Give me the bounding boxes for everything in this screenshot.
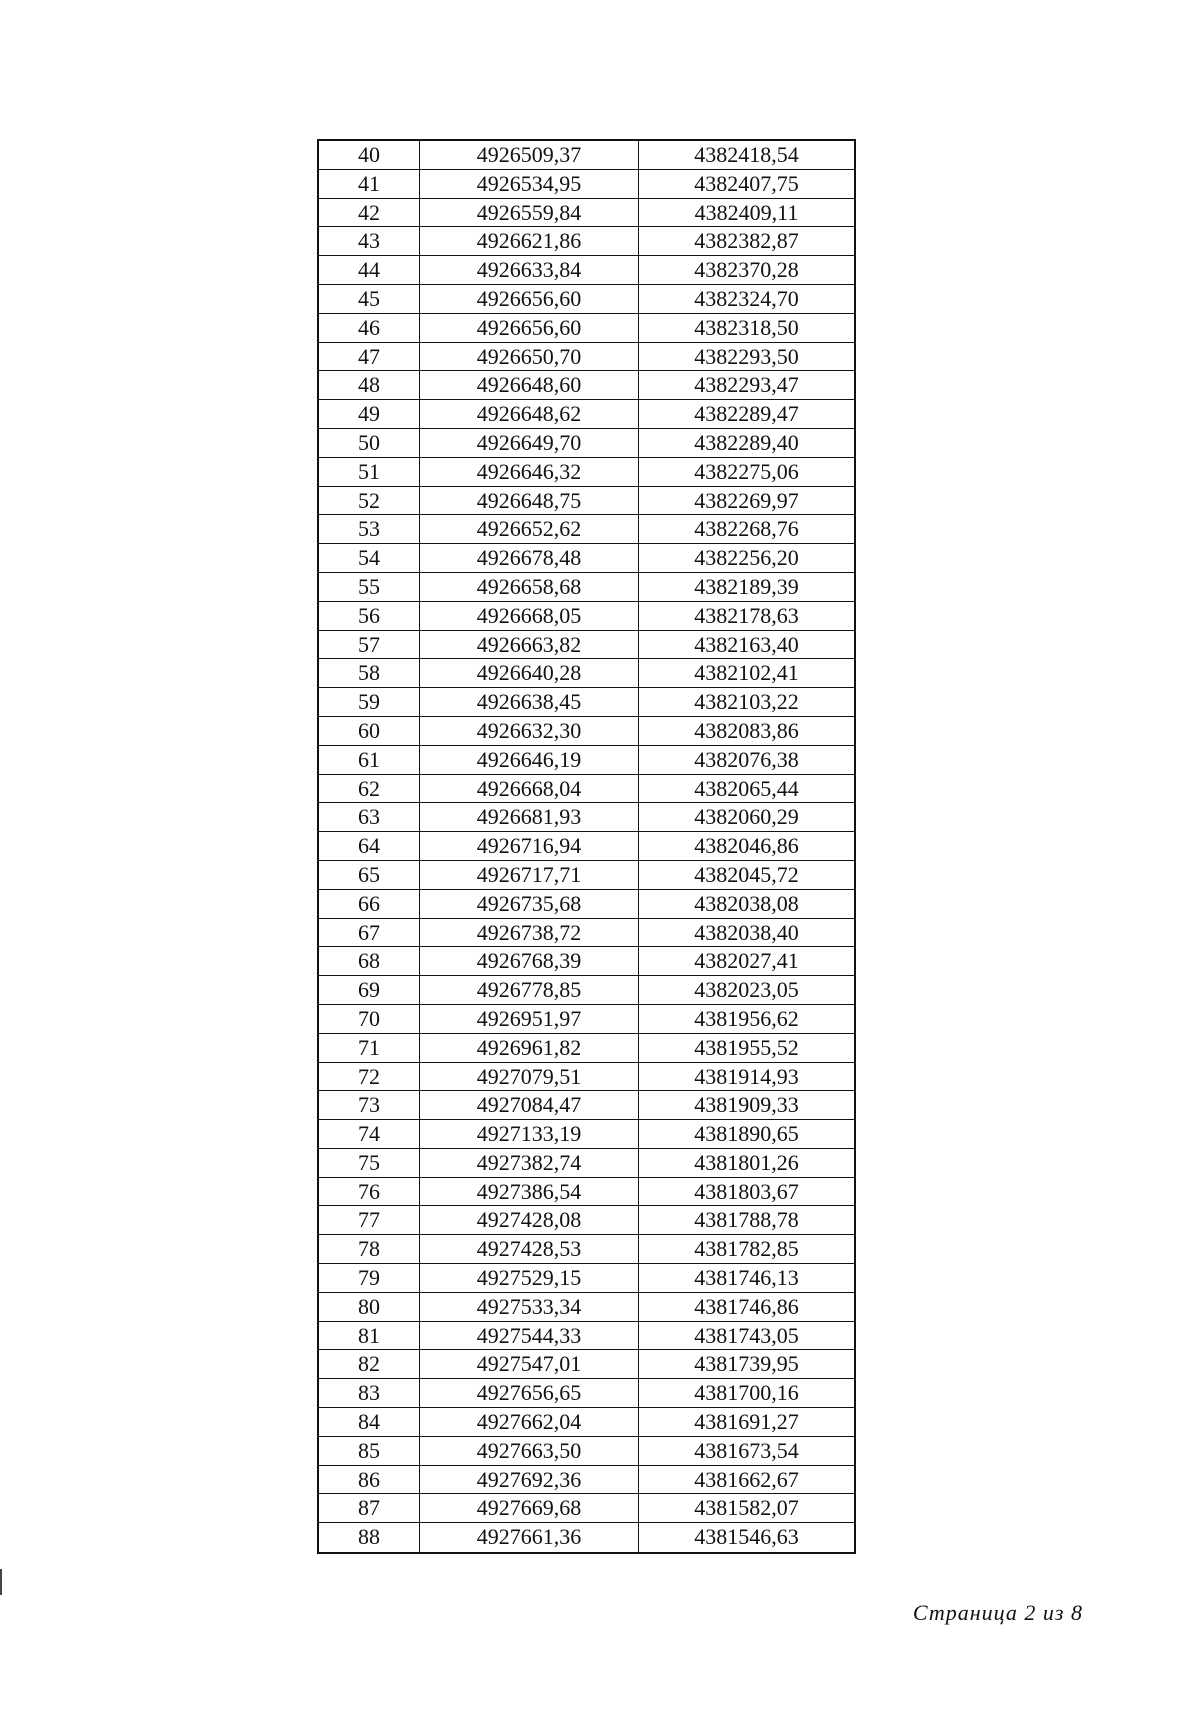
point-number-cell: 59 xyxy=(319,688,420,716)
table-row xyxy=(319,1322,854,1351)
y-coordinate-cell: 4382268,76 xyxy=(694,516,799,542)
x-coordinate-cell: 4926678,48 xyxy=(420,544,639,572)
table-row xyxy=(319,890,854,919)
x-coordinate-cell: 4927692,36 xyxy=(420,1466,639,1494)
x-coordinate-cell: 4926681,93 xyxy=(420,803,639,831)
y-coordinate-cell: 4382076,38 xyxy=(694,746,799,772)
point-number-cell: 76 xyxy=(319,1178,420,1206)
y-coordinate-cell: 4382318,50 xyxy=(694,314,799,340)
point-number-cell: 55 xyxy=(319,573,420,601)
x-coordinate-cell: 4926648,75 xyxy=(420,487,639,515)
y-coordinate-cell: 4382060,29 xyxy=(694,804,799,830)
x-coordinate-cell: 4926716,94 xyxy=(420,832,639,860)
y-coordinate-cell: 4382046,86 xyxy=(694,833,799,859)
x-coordinate-cell: 4927662,04 xyxy=(420,1408,639,1436)
y-coordinate-cell: 4381700,16 xyxy=(694,1380,799,1406)
x-coordinate-cell: 4927382,74 xyxy=(420,1149,639,1177)
point-number-cell: 77 xyxy=(319,1206,420,1234)
point-number-cell: 86 xyxy=(319,1466,420,1494)
x-coordinate-cell: 4926656,60 xyxy=(420,285,639,313)
table-row xyxy=(319,170,854,199)
point-number-cell: 40 xyxy=(319,141,420,169)
x-coordinate-cell: 4927428,53 xyxy=(420,1235,639,1263)
x-coordinate-cell: 4926534,95 xyxy=(420,170,639,198)
x-coordinate-cell: 4927663,50 xyxy=(420,1437,639,1465)
x-coordinate-cell: 4926951,97 xyxy=(420,1005,639,1033)
point-number-cell: 58 xyxy=(319,659,420,687)
x-coordinate-cell: 4926778,85 xyxy=(420,976,639,1004)
table-row xyxy=(319,1379,854,1408)
table-row xyxy=(319,199,854,228)
table-row xyxy=(319,285,854,314)
x-coordinate-cell: 4926640,28 xyxy=(420,659,639,687)
table-row xyxy=(319,1350,854,1379)
table-row xyxy=(319,1293,854,1322)
y-coordinate-cell: 4382407,75 xyxy=(694,170,799,196)
table-row xyxy=(319,1264,854,1293)
point-number-cell: 47 xyxy=(319,343,420,371)
point-number-cell: 56 xyxy=(319,602,420,630)
point-number-cell: 53 xyxy=(319,515,420,543)
y-coordinate-cell: 4382045,72 xyxy=(694,861,799,887)
x-coordinate-cell: 4926668,05 xyxy=(420,602,639,630)
x-coordinate-cell: 4927428,08 xyxy=(420,1206,639,1234)
x-coordinate-cell: 4926509,37 xyxy=(420,141,639,169)
table-row xyxy=(319,487,854,516)
point-number-cell: 60 xyxy=(319,717,420,745)
x-coordinate-cell: 4926717,71 xyxy=(420,861,639,889)
table-row xyxy=(319,775,854,804)
y-coordinate-cell: 4382178,63 xyxy=(694,602,799,628)
point-number-cell: 44 xyxy=(319,256,420,284)
x-coordinate-cell: 4927529,15 xyxy=(420,1264,639,1292)
x-coordinate-cell: 4927656,65 xyxy=(420,1379,639,1407)
y-coordinate-cell: 4382038,08 xyxy=(694,890,799,916)
y-coordinate-cell: 4382289,40 xyxy=(694,429,799,455)
table-row xyxy=(319,688,854,717)
y-coordinate-cell: 4382189,39 xyxy=(694,573,799,599)
table-row xyxy=(319,746,854,775)
x-coordinate-cell: 4927079,51 xyxy=(420,1063,639,1091)
y-coordinate-cell: 4381582,07 xyxy=(694,1495,799,1521)
y-coordinate-cell: 4381955,52 xyxy=(694,1034,799,1060)
y-coordinate-cell: 4381890,65 xyxy=(694,1121,799,1147)
x-coordinate-cell: 4926668,04 xyxy=(420,775,639,803)
table-row xyxy=(319,803,854,832)
y-coordinate-cell: 4382418,54 xyxy=(694,142,799,167)
table-row xyxy=(319,861,854,890)
x-coordinate-cell: 4926559,84 xyxy=(420,199,639,227)
x-coordinate-cell: 4927084,47 xyxy=(420,1091,639,1119)
table-row xyxy=(319,515,854,544)
x-coordinate-cell: 4927661,36 xyxy=(420,1523,639,1552)
y-coordinate-cell: 4382023,05 xyxy=(694,977,799,1003)
point-number-cell: 50 xyxy=(319,429,420,457)
x-coordinate-cell: 4926961,82 xyxy=(420,1034,639,1062)
x-coordinate-cell: 4927133,19 xyxy=(420,1120,639,1148)
table-row xyxy=(319,1178,854,1207)
y-coordinate-cell: 4381956,62 xyxy=(694,1005,799,1031)
point-number-cell: 52 xyxy=(319,487,420,515)
y-coordinate-cell: 4382382,87 xyxy=(694,228,799,254)
table-row xyxy=(319,141,854,170)
point-number-cell: 85 xyxy=(319,1437,420,1465)
x-coordinate-cell: 4926633,84 xyxy=(420,256,639,284)
y-coordinate-cell: 4382102,41 xyxy=(694,660,799,686)
y-coordinate-cell: 4381803,67 xyxy=(694,1178,799,1204)
table-row xyxy=(319,919,854,948)
point-number-cell: 62 xyxy=(319,775,420,803)
y-coordinate-cell: 4382038,40 xyxy=(694,919,799,945)
table-row xyxy=(319,1523,854,1552)
table-row xyxy=(319,573,854,602)
point-number-cell: 79 xyxy=(319,1264,420,1292)
table-row xyxy=(319,371,854,400)
point-number-cell: 81 xyxy=(319,1322,420,1350)
table-row xyxy=(319,602,854,631)
x-coordinate-cell: 4926649,70 xyxy=(420,429,639,457)
x-coordinate-cell: 4926632,30 xyxy=(420,717,639,745)
y-coordinate-cell: 4382324,70 xyxy=(694,285,799,311)
y-coordinate-cell: 4381788,78 xyxy=(694,1207,799,1233)
x-coordinate-cell: 4926663,82 xyxy=(420,631,639,659)
x-coordinate-cell: 4926735,68 xyxy=(420,890,639,918)
point-number-cell: 88 xyxy=(319,1523,420,1552)
y-coordinate-cell: 4381662,67 xyxy=(694,1466,799,1492)
table-row xyxy=(319,832,854,861)
page-number-footer: Страница 2 из 8 xyxy=(912,1600,1083,1625)
x-coordinate-cell: 4926738,72 xyxy=(420,919,639,947)
point-number-cell: 54 xyxy=(319,544,420,572)
point-number-cell: 43 xyxy=(319,227,420,255)
y-coordinate-cell: 4381914,93 xyxy=(694,1063,799,1089)
point-number-cell: 51 xyxy=(319,458,420,486)
x-coordinate-cell: 4926646,19 xyxy=(420,746,639,774)
table-row xyxy=(319,631,854,660)
x-coordinate-cell: 4927669,68 xyxy=(420,1494,639,1522)
table-row xyxy=(319,976,854,1005)
point-number-cell: 74 xyxy=(319,1120,420,1148)
table-row xyxy=(319,1063,854,1092)
y-coordinate-cell: 4382027,41 xyxy=(694,948,799,974)
point-number-cell: 42 xyxy=(319,199,420,227)
point-number-cell: 70 xyxy=(319,1005,420,1033)
y-coordinate-cell: 4381546,63 xyxy=(694,1524,799,1550)
y-coordinate-cell: 4382103,22 xyxy=(694,689,799,715)
x-coordinate-cell: 4927386,54 xyxy=(420,1178,639,1206)
x-coordinate-cell: 4927547,01 xyxy=(420,1350,639,1378)
x-coordinate-cell: 4926768,39 xyxy=(420,947,639,975)
point-number-cell: 41 xyxy=(319,170,420,198)
y-coordinate-cell: 4382293,50 xyxy=(694,343,799,369)
coordinates-table xyxy=(317,139,856,1554)
table-row xyxy=(319,429,854,458)
x-coordinate-cell: 4927533,34 xyxy=(420,1293,639,1321)
point-number-cell: 78 xyxy=(319,1235,420,1263)
x-coordinate-cell: 4926648,60 xyxy=(420,371,639,399)
point-number-cell: 75 xyxy=(319,1149,420,1177)
table-row xyxy=(319,717,854,746)
table-row xyxy=(319,1120,854,1149)
point-number-cell: 87 xyxy=(319,1494,420,1522)
y-coordinate-cell: 4381743,05 xyxy=(694,1322,799,1348)
table-row xyxy=(319,256,854,285)
table-row xyxy=(319,458,854,487)
table-row xyxy=(319,1005,854,1034)
y-coordinate-cell: 4381746,13 xyxy=(694,1265,799,1291)
y-coordinate-cell: 4382269,97 xyxy=(694,487,799,513)
y-coordinate-cell: 4381673,54 xyxy=(694,1437,799,1463)
point-number-cell: 49 xyxy=(319,400,420,428)
point-number-cell: 69 xyxy=(319,976,420,1004)
point-number-cell: 63 xyxy=(319,803,420,831)
table-row xyxy=(319,1494,854,1523)
point-number-cell: 67 xyxy=(319,919,420,947)
y-coordinate-cell: 4382275,06 xyxy=(694,458,799,484)
y-coordinate-cell: 4382289,47 xyxy=(694,401,799,427)
x-coordinate-cell: 4926621,86 xyxy=(420,227,639,255)
y-coordinate-cell: 4381801,26 xyxy=(694,1149,799,1175)
point-number-cell: 64 xyxy=(319,832,420,860)
y-coordinate-cell: 4382163,40 xyxy=(694,631,799,657)
table-row xyxy=(319,1149,854,1178)
point-number-cell: 45 xyxy=(319,285,420,313)
y-coordinate-cell: 4381746,86 xyxy=(694,1293,799,1319)
table-row xyxy=(319,947,854,976)
point-number-cell: 72 xyxy=(319,1063,420,1091)
table-row xyxy=(319,1408,854,1437)
x-coordinate-cell: 4926658,68 xyxy=(420,573,639,601)
point-number-cell: 61 xyxy=(319,746,420,774)
point-number-cell: 84 xyxy=(319,1408,420,1436)
y-coordinate-cell: 4382256,20 xyxy=(694,545,799,571)
y-coordinate-cell: 4382065,44 xyxy=(694,775,799,801)
x-coordinate-cell: 4926638,45 xyxy=(420,688,639,716)
table-row xyxy=(319,659,854,688)
y-coordinate-cell: 4381909,33 xyxy=(694,1092,799,1118)
y-coordinate-cell: 4382293,47 xyxy=(694,372,799,398)
x-coordinate-cell: 4926656,60 xyxy=(420,314,639,342)
x-coordinate-cell: 4926650,70 xyxy=(420,343,639,371)
y-coordinate-cell: 4381739,95 xyxy=(694,1351,799,1377)
y-coordinate-cell: 4381782,85 xyxy=(694,1236,799,1262)
table-row xyxy=(319,227,854,256)
table-row xyxy=(319,1206,854,1235)
table-row xyxy=(319,544,854,573)
table-row xyxy=(319,1034,854,1063)
x-coordinate-cell: 4926648,62 xyxy=(420,400,639,428)
table-row xyxy=(319,1437,854,1466)
point-number-cell: 68 xyxy=(319,947,420,975)
y-coordinate-cell: 4382409,11 xyxy=(694,199,799,225)
table-row xyxy=(319,343,854,372)
point-number-cell: 71 xyxy=(319,1034,420,1062)
table-row xyxy=(319,314,854,343)
table-row xyxy=(319,400,854,429)
table-row xyxy=(319,1466,854,1495)
point-number-cell: 57 xyxy=(319,631,420,659)
x-coordinate-cell: 4927544,33 xyxy=(420,1322,639,1350)
table-row xyxy=(319,1235,854,1264)
point-number-cell: 80 xyxy=(319,1293,420,1321)
table-row xyxy=(319,1091,854,1120)
point-number-cell: 48 xyxy=(319,371,420,399)
point-number-cell: 46 xyxy=(319,314,420,342)
x-coordinate-cell: 4926652,62 xyxy=(420,515,639,543)
y-coordinate-cell: 4381691,27 xyxy=(694,1409,799,1435)
point-number-cell: 66 xyxy=(319,890,420,918)
point-number-cell: 83 xyxy=(319,1379,420,1407)
y-coordinate-cell: 4382370,28 xyxy=(694,257,799,283)
y-coordinate-cell: 4382083,86 xyxy=(694,717,799,743)
scan-edge-mark xyxy=(0,1569,2,1595)
point-number-cell: 73 xyxy=(319,1091,420,1119)
point-number-cell: 82 xyxy=(319,1350,420,1378)
x-coordinate-cell: 4926646,32 xyxy=(420,458,639,486)
point-number-cell: 65 xyxy=(319,861,420,889)
